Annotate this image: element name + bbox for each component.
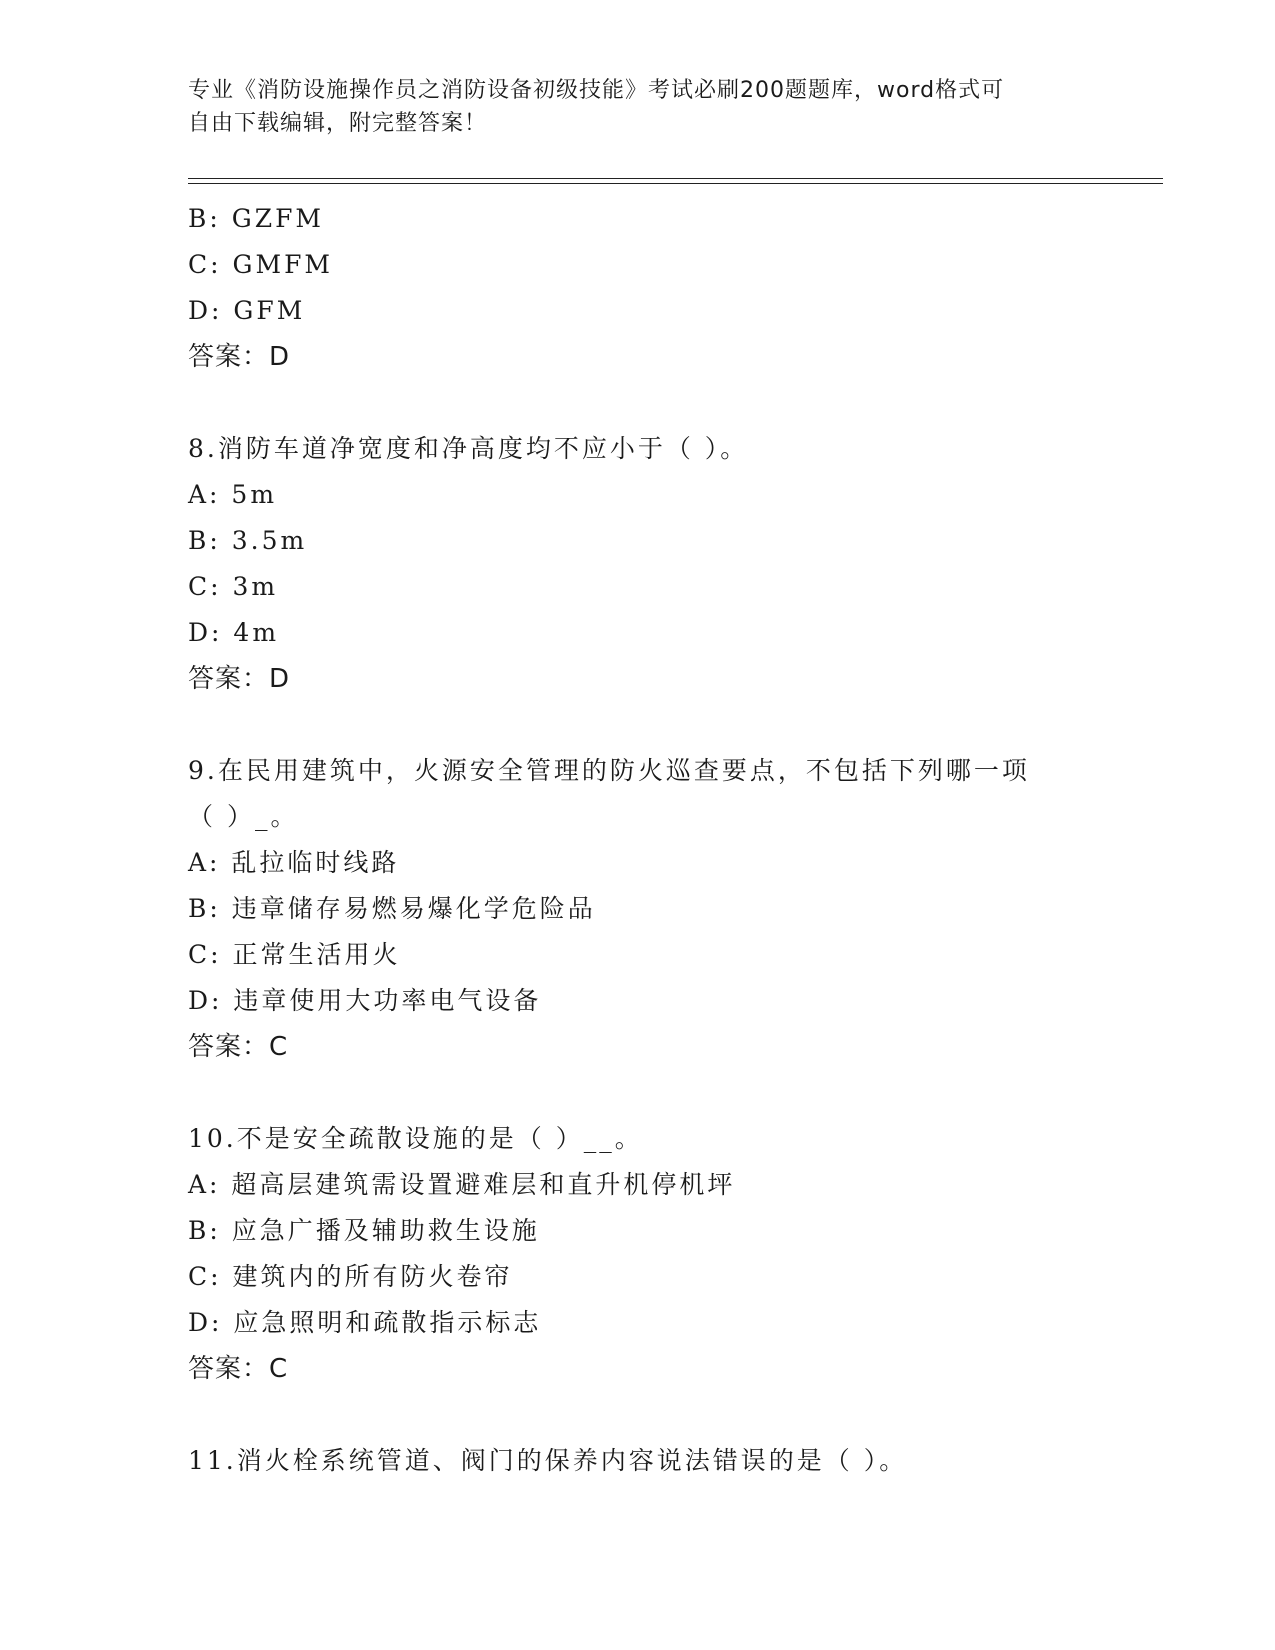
- header-line-2: 自由下载编辑，附完整答案！: [188, 111, 488, 136]
- question-9: [188, 748, 1148, 1070]
- spacer: [188, 1070, 1148, 1116]
- question-text: 10.不是安全疏散设施的是（ ）__。: [188, 1124, 643, 1153]
- option-d: D: 违章使用大功率电气设备: [188, 986, 542, 1015]
- spacer: [188, 1392, 1148, 1438]
- option-d: D: 4m: [188, 618, 280, 647]
- document-header: [188, 74, 1088, 140]
- header-rule-bottom: [188, 183, 1163, 184]
- question-10: [188, 1116, 1148, 1392]
- option-b: B: GZFM: [188, 204, 325, 233]
- question-list: [188, 196, 1148, 1484]
- option-b: B: 违章储存易燃易爆化学危险品: [188, 894, 596, 923]
- question-11: [188, 1438, 1148, 1484]
- question-7: [188, 196, 1148, 380]
- spacer: [188, 702, 1148, 748]
- option-c: C: 建筑内的所有防火卷帘: [188, 1262, 513, 1291]
- question-text-line-2: （ ）_。: [188, 802, 299, 831]
- option-a: A: 乱拉临时线路: [188, 848, 400, 877]
- answer: 答案：C: [188, 1354, 289, 1384]
- option-c: C: GMFM: [188, 250, 334, 279]
- option-b: B: 应急广播及辅助救生设施: [188, 1216, 540, 1245]
- question-text: 8.消防车道净宽度和净高度均不应小于（ ）。: [188, 434, 749, 463]
- header-line-1: 专业《消防设施操作员之消防设备初级技能》考试必刷200题题库，word格式可: [188, 78, 1005, 103]
- header-rule-top: [188, 178, 1163, 179]
- question-text: 11.消火栓系统管道、阀门的保养内容说法错误的是（ ）。: [188, 1446, 908, 1475]
- option-c: C: 3m: [188, 572, 279, 601]
- option-a: A: 5m: [188, 480, 278, 509]
- answer: 答案：D: [188, 664, 291, 694]
- answer: 答案：C: [188, 1032, 289, 1062]
- spacer: [188, 380, 1148, 426]
- option-c: C: 正常生活用火: [188, 940, 401, 969]
- option-b: B: 3.5m: [188, 526, 308, 555]
- option-d: D: 应急照明和疏散指示标志: [188, 1308, 542, 1337]
- option-d: D: GFM: [188, 296, 306, 325]
- question-8: [188, 426, 1148, 702]
- question-text-line-1: 9.在民用建筑中，火源安全管理的防火巡查要点，不包括下列哪一项: [188, 756, 1030, 785]
- option-a: A: 超高层建筑需设置避难层和直升机停机坪: [188, 1170, 736, 1199]
- answer: 答案：D: [188, 342, 291, 372]
